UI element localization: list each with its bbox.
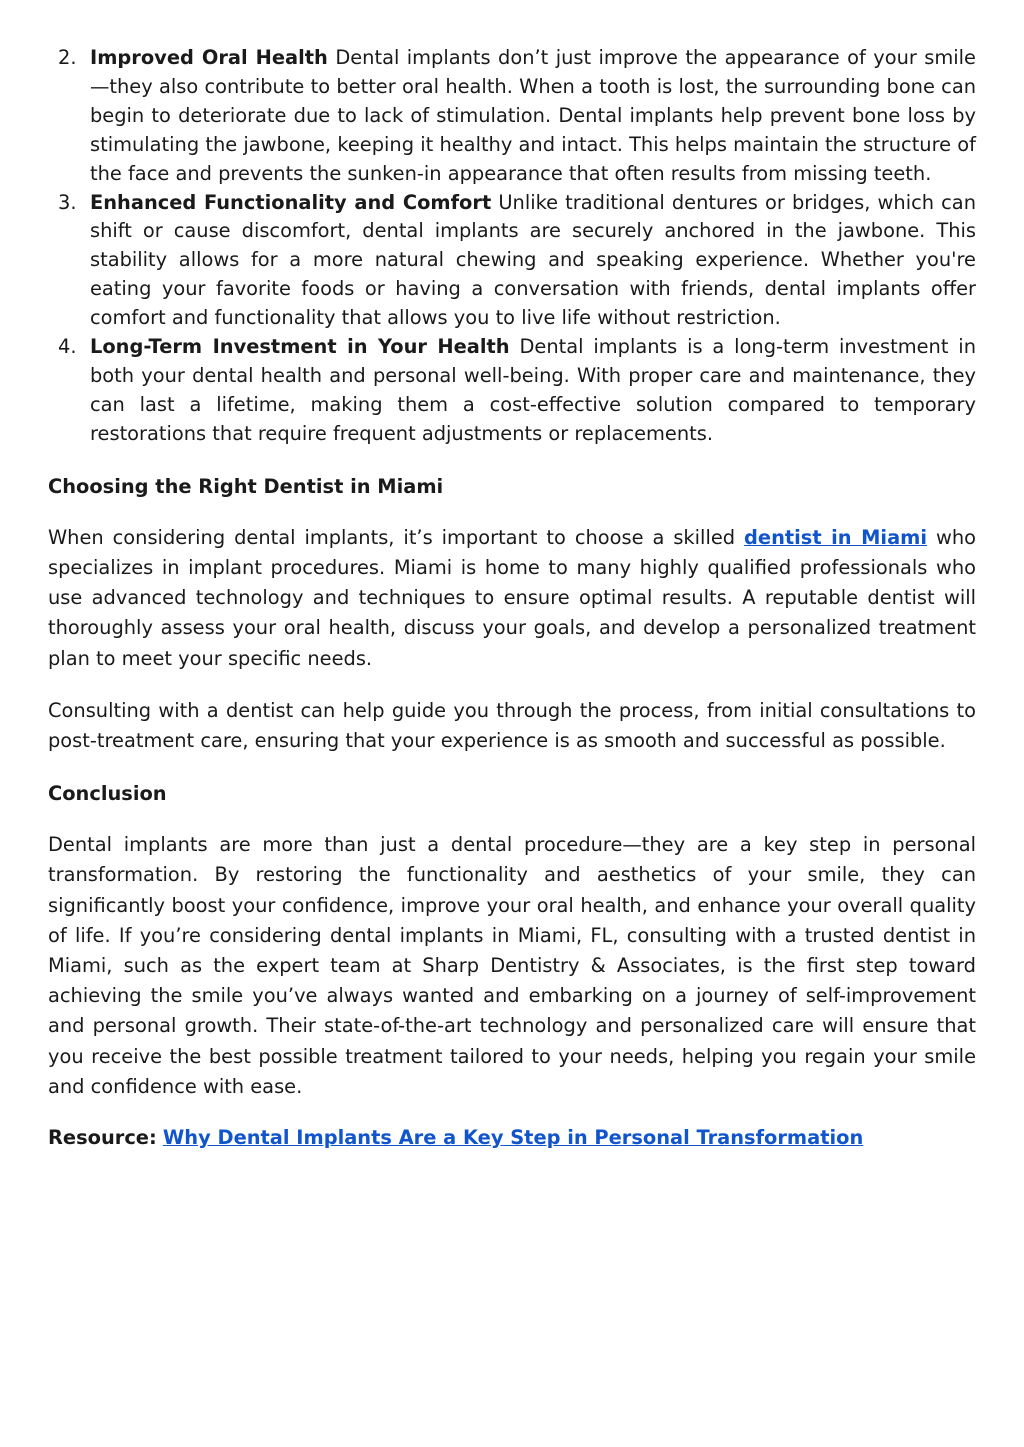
list-number: 4.: [58, 335, 77, 359]
paragraph-text: who specializes in implant procedures. Miami is home to many highly qualified professionals who use advanced technology and techniques to ensure optimal results. A reputable dentist will thoroughly assess your oral health, discuss your goals, and develop a personalized treatment plan to meet your specific needs.: [48, 525, 976, 670]
list-number: 2.: [58, 46, 77, 69]
resource-label: Resource:: [48, 1125, 157, 1149]
document-page: [48, 44, 976, 1153]
list-number: 3.: [58, 190, 77, 214]
paragraph-text: When considering dental implants, it’s important to choose a skilled: [48, 525, 745, 549]
list-item: [48, 333, 976, 449]
list-item: [48, 189, 976, 334]
resource-line: [48, 1123, 976, 1153]
list-item-title: Enhanced Functionality and Comfort: [90, 190, 492, 214]
list-item-title: Improved Oral Health: [90, 46, 328, 69]
paragraph-consulting: Consulting with a dentist can help guide you through the process, from initial consultations to post-treatment care, ensuring that your experience is as smooth and successful as possible.: [48, 698, 976, 752]
list-item: [48, 44, 976, 189]
dentist-in-miami-link[interactable]: dentist in Miami: [744, 525, 928, 549]
section-heading-choosing-dentist: Choosing the Right Dentist in Miami: [48, 474, 444, 498]
resource-link[interactable]: Why Dental Implants Are a Key Step in Personal Transformation: [162, 1125, 864, 1149]
list-item-text: Dental implants don’t just improve the appearance of your smile—they also contribute to better oral health. When a tooth is lost, the surrounding bone can begin to deteriorate due to lack of stimulation. Dental implants help prevent bone loss by stimulating the jawbone, keeping it healthy and intact. This helps maintain the structure of the face and prevents the sunken-in appearance that often results from missing teeth.: [90, 46, 976, 185]
benefits-list: [48, 44, 976, 449]
paragraph-choosing-dentist: [48, 523, 976, 674]
list-item-title: Long-Term Investment in Your Health: [90, 335, 510, 359]
list-item-text: Dental implants is a long-term investment in both your dental health and personal well-being. With proper care and maintenance, they can last a lifetime, making them a cost-effective solution compared to temporary restorations that require frequent adjustments or replacements.: [90, 335, 976, 445]
section-heading-conclusion: Conclusion: [48, 782, 167, 806]
paragraph-conclusion: Dental implants are more than just a dental procedure—they are a key step in personal transformation. By restoring the functionality and aesthetics of your smile, they can significantly boost your confidence, improve your oral health, and enhance your overall quality of life. If you’re considering dental implants in Miami, FL, consulting with a trusted dentist in Miami, such as the expert team at Sharp Dentistry & Associates, is the first step toward achieving the smile you’ve always wanted and embarking on a journey of self-improvement and personal growth. Their state-of-the-art technology and personalized care will ensure that you receive the best possible treatment tailored to your needs, helping you regain your smile and confidence with ease.: [48, 833, 976, 1098]
list-item-text: Unlike traditional dentures or bridges, which can shift or cause discomfort, dental implants are securely anchored in the jawbone. This stability allows for a more natural chewing and speaking experience. Whether you're eating your favorite foods or having a conversation with friends, dental implants offer comfort and functionality that allows you to live life without restriction.: [90, 190, 976, 330]
